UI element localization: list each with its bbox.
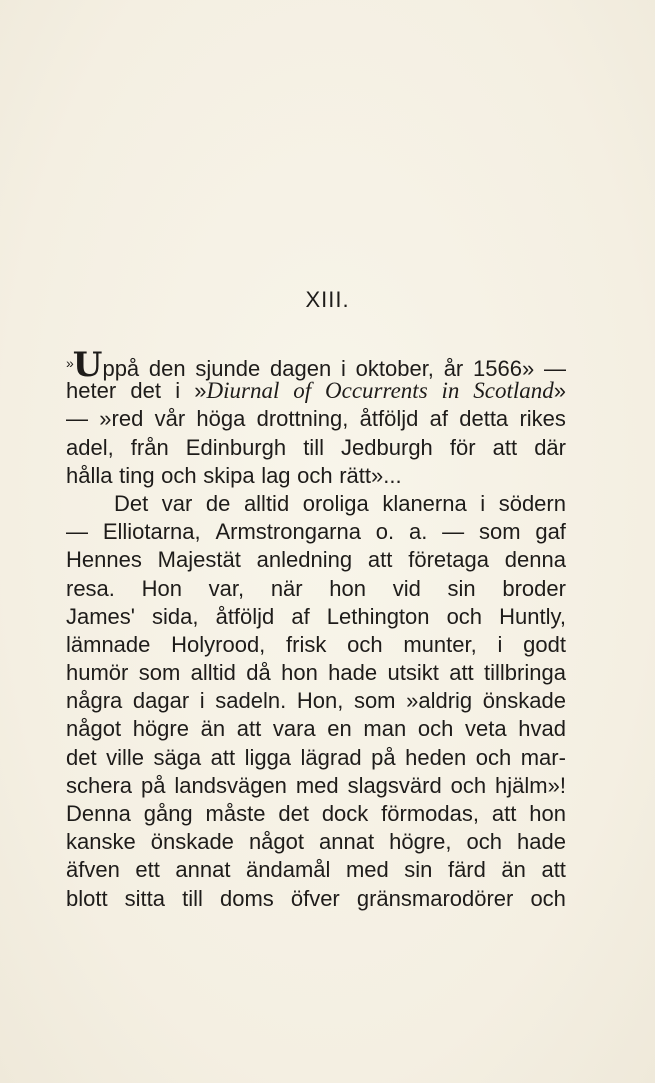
word: från: [130, 434, 169, 460]
word: där: [534, 434, 566, 460]
work-title: Diurnal of Occurrents in Scotland: [206, 378, 554, 404]
word: höga: [196, 406, 246, 432]
word: vår: [154, 406, 186, 432]
word: vara: [272, 716, 316, 742]
word: doms: [219, 885, 274, 911]
word: vid: [392, 575, 421, 601]
word: och: [446, 603, 483, 629]
text-line-7: [66, 518, 566, 546]
text-line-2: [66, 377, 566, 405]
word: blott: [66, 885, 108, 911]
word: då: [246, 660, 271, 686]
word: dagar: [132, 688, 190, 714]
word: sin: [447, 575, 476, 601]
word: denna: [504, 547, 566, 573]
word: med: [295, 772, 339, 798]
word: munter,: [403, 631, 477, 657]
word: som: [353, 688, 396, 714]
word: på: [140, 772, 166, 798]
word: det: [66, 744, 97, 770]
word: och: [347, 631, 383, 657]
text-line-11: [66, 631, 566, 659]
word: högre,: [389, 829, 452, 855]
second-line: [66, 377, 566, 405]
text-line-19: [66, 856, 566, 884]
word: alltid: [190, 660, 236, 686]
word: hade: [328, 660, 378, 686]
text-line-12: [66, 659, 566, 687]
word: en: [327, 716, 352, 742]
word: att: [491, 801, 517, 826]
word: företaga: [408, 547, 489, 573]
word: klanerna: [382, 490, 467, 516]
word: drottning,: [256, 406, 349, 432]
second-line-pre: heter det i »: [66, 378, 207, 404]
word: gränsmarodörer: [356, 885, 514, 911]
text-line-3: [66, 405, 566, 433]
word: i: [480, 490, 486, 516]
word: rikes: [519, 406, 566, 432]
word: och: [466, 829, 502, 855]
word: än: [200, 716, 226, 742]
word: lägrad: [300, 744, 362, 770]
word: o.: [375, 519, 395, 545]
word: säga: [153, 744, 202, 770]
word: och: [161, 462, 197, 488]
text-line-4: [66, 434, 566, 462]
opening-quote: »: [66, 355, 74, 371]
word: —: [66, 406, 88, 432]
word: af: [291, 603, 310, 629]
word: till: [182, 885, 203, 911]
word: skipa: [203, 462, 255, 488]
word: på: [371, 744, 396, 770]
word: resa.: [66, 575, 115, 601]
text-line-5: [66, 462, 566, 490]
word: Lethington: [326, 603, 430, 629]
word: till: [303, 434, 324, 460]
word: lämnade: [66, 631, 151, 657]
word: gång: [143, 801, 193, 826]
word: annat: [319, 829, 375, 855]
word: humör: [66, 660, 129, 686]
word: slagsvärd: [347, 772, 442, 798]
word: färd: [447, 857, 486, 883]
word: Det: [114, 490, 149, 516]
word: frisk: [286, 631, 327, 657]
word: a.: [408, 519, 428, 545]
word: annat: [175, 857, 231, 883]
text-line-16: [66, 772, 566, 800]
word: man: [363, 716, 407, 742]
word: anledning: [256, 547, 353, 573]
word: i: [199, 688, 205, 714]
word: förmodas,: [381, 801, 479, 826]
word: var,: [208, 575, 245, 601]
word: hjälm»!: [495, 772, 566, 798]
word: sin: [404, 857, 433, 883]
word: Edinburgh: [185, 434, 287, 460]
word: att: [449, 660, 474, 686]
word: ville: [106, 744, 144, 770]
word: adel,: [66, 434, 114, 460]
word: alltid: [243, 490, 290, 516]
word: öfver: [290, 885, 340, 911]
word: något: [248, 829, 304, 855]
word: rätt»...: [339, 462, 402, 488]
text-line-6: [66, 490, 566, 518]
word: Jedburgh: [341, 434, 433, 460]
word: och: [297, 462, 333, 488]
word: som: [138, 660, 181, 686]
word: Huntly,: [499, 603, 566, 629]
word: tillbringa: [484, 660, 566, 686]
word: och: [417, 716, 454, 742]
word: som: [478, 519, 521, 545]
word: lag: [261, 462, 291, 488]
word: ting: [119, 462, 155, 488]
word: när: [270, 575, 303, 601]
word: sida,: [152, 603, 199, 629]
word: mar-: [520, 744, 566, 770]
word: något: [66, 716, 122, 742]
word: gaf: [535, 519, 566, 545]
word: Majestät: [157, 547, 241, 573]
word: dock: [321, 801, 369, 826]
word: åtföljd: [359, 406, 419, 432]
word: att: [210, 744, 236, 770]
text-line-15: [66, 744, 566, 772]
text-line-14: [66, 715, 566, 743]
word: och: [530, 885, 566, 911]
word: med: [345, 857, 389, 883]
text-line-17: [66, 800, 566, 828]
word: veta: [464, 716, 507, 742]
word: önskade: [482, 688, 566, 714]
word: detta: [459, 406, 509, 432]
word: landsvägen: [174, 772, 287, 798]
word: var: [161, 490, 193, 516]
word: några: [66, 688, 123, 714]
word: »aldrig: [406, 688, 473, 714]
word: måste: [205, 801, 266, 826]
word: James': [66, 603, 135, 629]
word: hade: [517, 829, 566, 855]
word: hvad: [518, 716, 566, 742]
first-line-rest: ppå den sjunde dagen i oktober, år 1566» —: [102, 356, 566, 381]
text-line-18: [66, 828, 566, 856]
word: i: [497, 631, 503, 657]
text-line-8: [66, 546, 566, 574]
word: —: [66, 519, 88, 545]
chapter-heading: XIII.: [305, 287, 350, 312]
text-line-9: [66, 575, 566, 603]
word: Armstrongarna: [215, 519, 361, 545]
word: Hennes: [66, 547, 142, 573]
word: än: [501, 857, 526, 883]
word: högre: [132, 716, 189, 742]
word: det: [278, 801, 309, 826]
word: utsikt: [387, 660, 439, 686]
word: hon: [529, 801, 566, 826]
word: att: [367, 547, 393, 573]
word: hon: [281, 660, 318, 686]
word: ligga: [244, 744, 292, 770]
word: Elliotarna,: [102, 519, 201, 545]
word: godt: [523, 631, 566, 657]
word: södern: [498, 490, 566, 516]
word: och: [450, 772, 487, 798]
word: hålla: [66, 462, 113, 488]
word: schera: [66, 772, 133, 798]
word: kanske: [66, 829, 136, 855]
word: att: [541, 857, 566, 883]
word: heden: [405, 744, 467, 770]
second-line-post: »: [553, 378, 567, 404]
word: oroliga: [302, 490, 369, 516]
body-text: [66, 345, 567, 913]
word: sadeln.: [215, 688, 287, 714]
word: åtföljd: [215, 603, 275, 629]
word: äfven: [66, 857, 120, 883]
text-line-20: [66, 885, 566, 913]
word: ändamål: [246, 857, 331, 883]
word: hon: [329, 575, 367, 601]
word: Holyrood,: [171, 631, 266, 657]
text-line-10: [66, 603, 566, 631]
word: »red: [99, 406, 144, 432]
word: de: [205, 490, 231, 516]
word: Denna: [66, 801, 131, 826]
drop-cap: U: [72, 345, 103, 385]
text-line-1: [66, 345, 566, 385]
word: ett: [135, 857, 160, 883]
word: broder: [502, 575, 566, 601]
word: Hon,: [296, 688, 344, 714]
word: sitta: [124, 885, 166, 911]
word: att: [236, 716, 262, 742]
word: att: [492, 434, 518, 460]
word: af: [429, 406, 448, 432]
text-line-13: [66, 687, 566, 715]
word: önskade: [150, 829, 234, 855]
word: och: [475, 744, 512, 770]
word: för: [449, 434, 476, 460]
word: —: [442, 519, 465, 545]
word: Hon: [141, 575, 182, 601]
